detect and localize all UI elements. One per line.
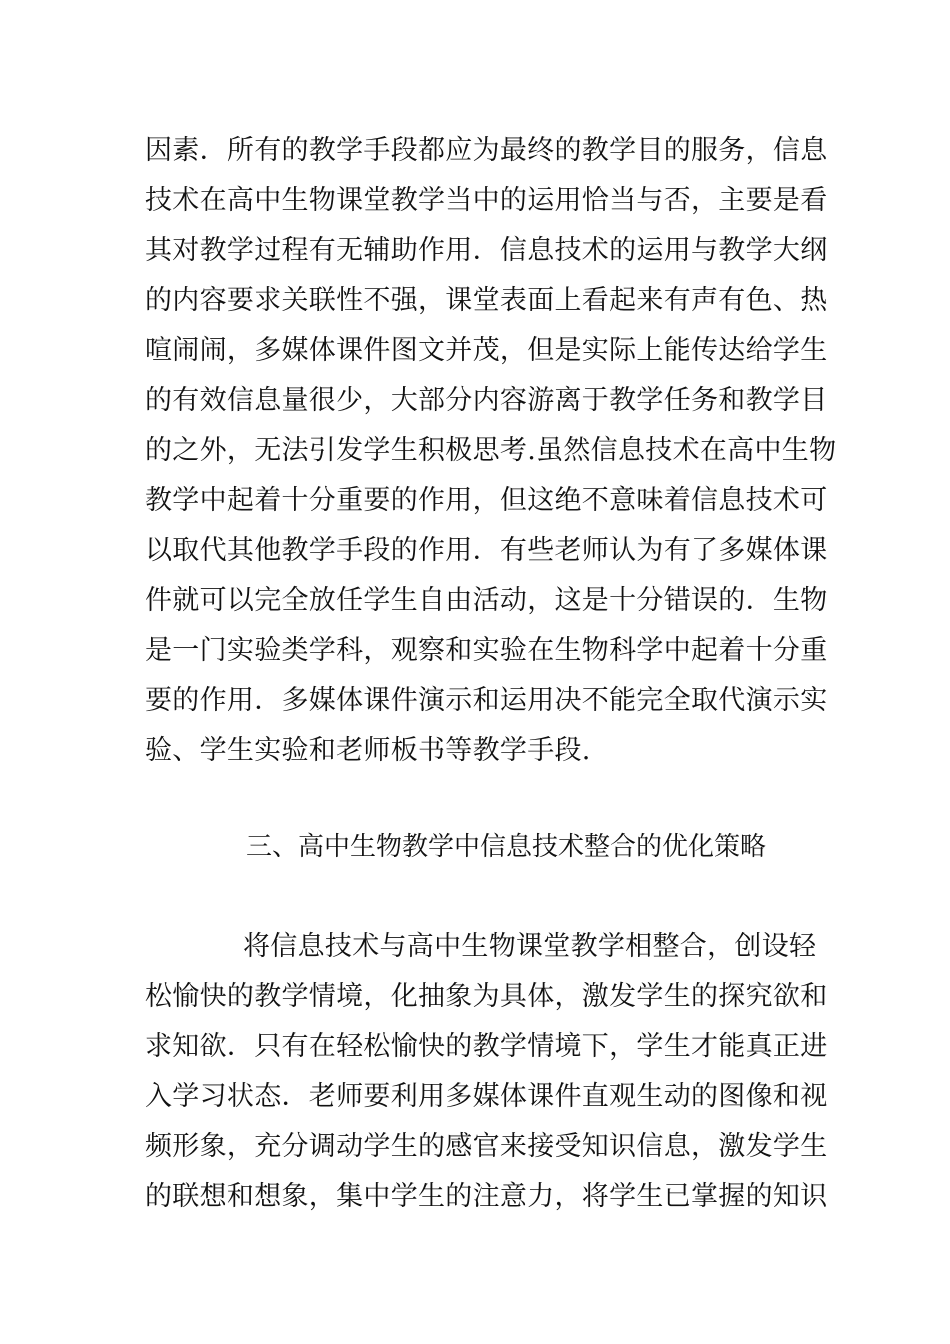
text-line: 是一门实验类学科，观察和实验在生物科学中起着十分重 [145, 635, 828, 666]
text-line: 件就可以完全放任学生自由活动，这是十分错误的．生物 [145, 585, 828, 616]
text-line: 其对教学过程有无辅助作用．信息技术的运用与教学大纲 [145, 235, 828, 266]
text-line: 的联想和想象，集中学生的注意力，将学生已掌握的知识 [145, 1181, 828, 1212]
body-paragraph [145, 126, 837, 776]
text-line: 要的作用．多媒体课件演示和运用决不能完全取代演示实 [145, 685, 828, 716]
text-line: 的之外，无法引发学生积极思考.虽然信息技术在高中生物 [145, 435, 837, 466]
text-line: 喧闹闹，多媒体课件图文并茂，但是实际上能传达给学生 [145, 335, 828, 366]
text-line: 以取代其他教学手段的作用．有些老师认为有了多媒体课 [145, 535, 828, 566]
text-line: 验、学生实验和老师板书等教学手段. [145, 735, 591, 766]
text-line: 频形象，充分调动学生的感官来接受知识信息，激发学生 [145, 1131, 828, 1162]
text-line: 技术在高中生物课堂教学当中的运用恰当与否，主要是看 [145, 185, 828, 216]
text-line: 教学中起着十分重要的作用，但这绝不意味着信息技术可 [145, 485, 828, 516]
text-line: 松愉快的教学情境，化抽象为具体，激发学生的探究欲和 [145, 981, 828, 1012]
text-line: 的有效信息量很少，大部分内容游离于教学任务和教学目 [145, 385, 828, 416]
text-line: 将信息技术与高中生物课堂教学相整合，创设轻 [243, 931, 817, 962]
text-line: 求知欲．只有在轻松愉快的教学情境下，学生才能真正进 [145, 1031, 828, 1062]
section-heading: 三、高中生物教学中信息技术整合的优化策略 [246, 832, 767, 862]
body-paragraph [145, 922, 828, 1222]
text-line: 因素．所有的教学手段都应为最终的教学目的服务，信息 [145, 135, 828, 166]
text-line: 的内容要求关联性不强，课堂表面上看起来有声有色、热 [145, 285, 828, 316]
text-line: 入学习状态．老师要利用多媒体课件直观生动的图像和视 [145, 1081, 828, 1112]
